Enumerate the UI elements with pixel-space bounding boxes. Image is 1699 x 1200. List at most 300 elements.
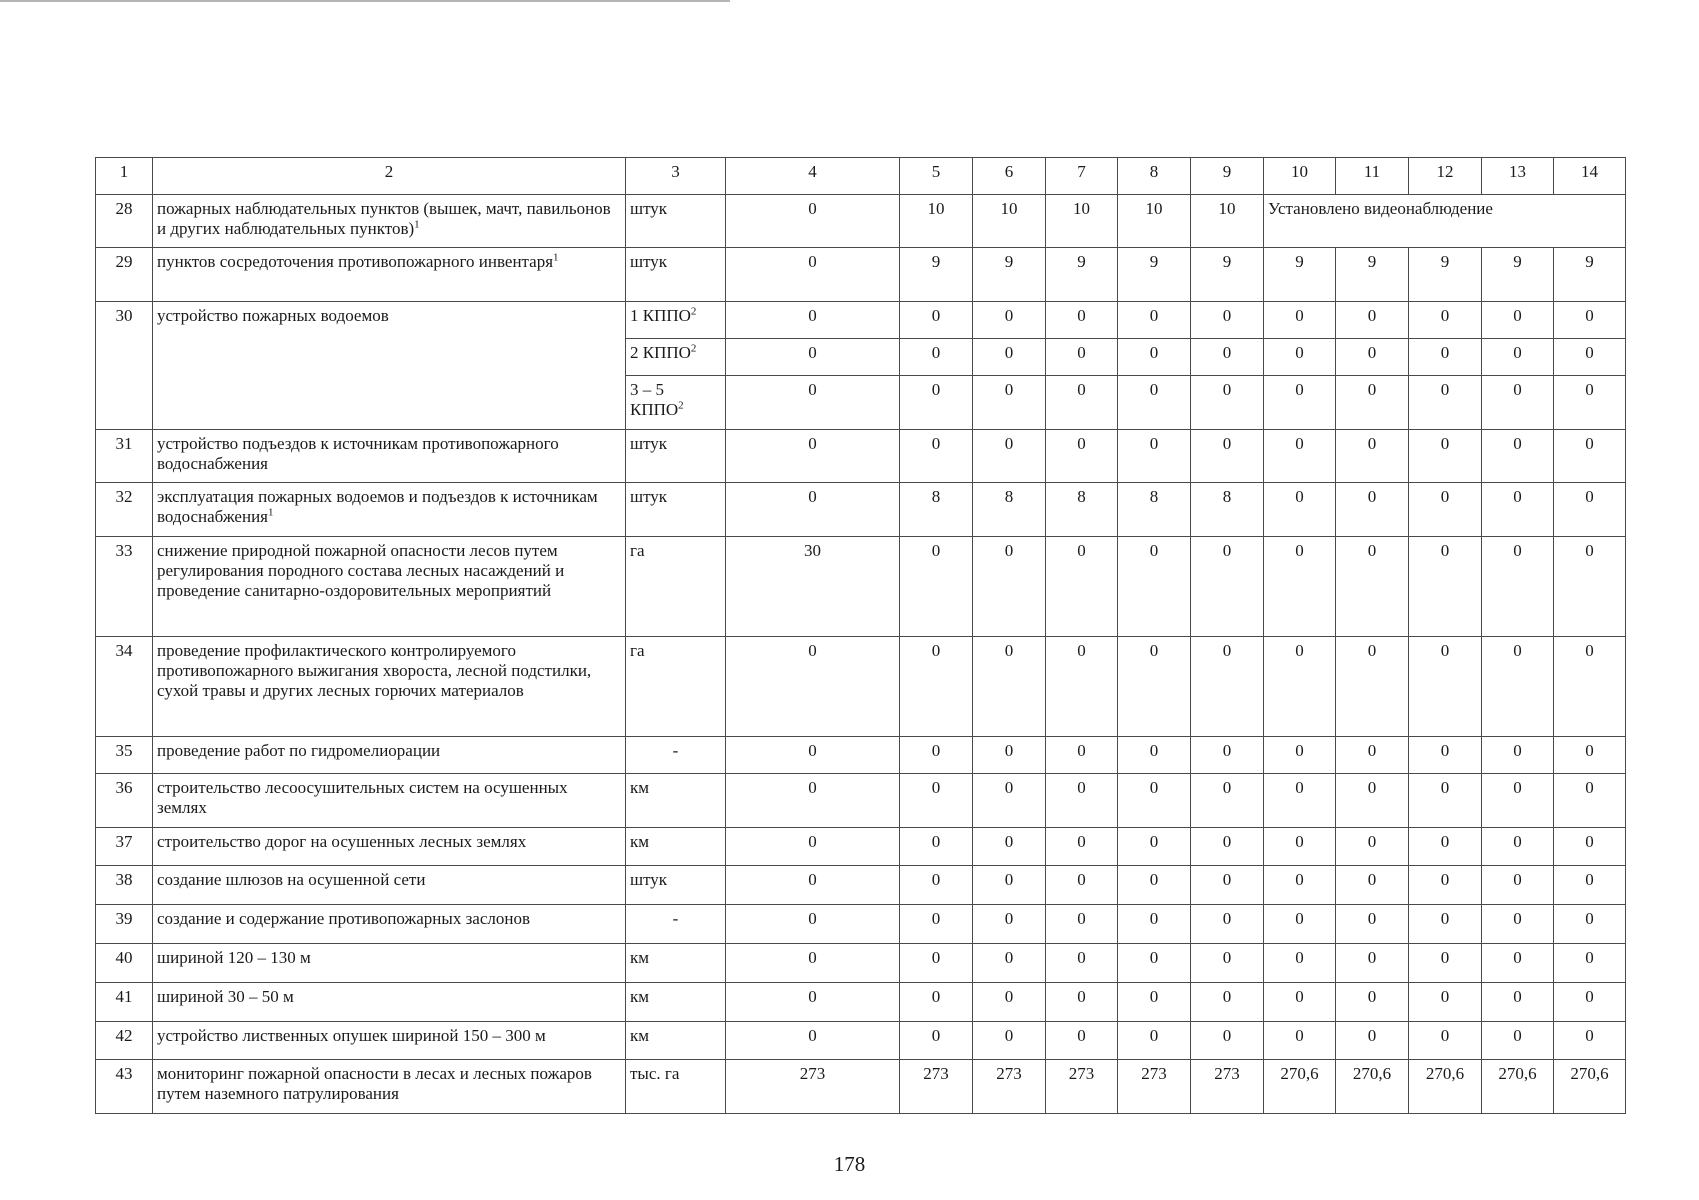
value-cell: 0	[1554, 637, 1626, 737]
value-cell: 0	[1046, 537, 1118, 637]
measure-name	[153, 774, 626, 828]
value-cell: 0	[1264, 537, 1336, 637]
row-number: 33	[96, 537, 153, 637]
row-number: 38	[96, 866, 153, 905]
measure-name-text: шириной 30 – 50 м	[157, 987, 294, 1006]
measure-name	[153, 537, 626, 637]
value-cell: 0	[1046, 302, 1118, 339]
value-cell: 0	[1336, 302, 1409, 339]
value-cell: 0	[1409, 376, 1482, 430]
value-cell: 0	[1409, 737, 1482, 774]
value-cell: 0	[1118, 637, 1191, 737]
value-cell: 0	[1336, 983, 1409, 1022]
value-cell: 0	[1191, 983, 1264, 1022]
value-cell: 0	[973, 944, 1046, 983]
value-cell: 0	[1482, 866, 1554, 905]
table-row	[96, 737, 1626, 774]
value-cell: 0	[1554, 483, 1626, 537]
measure-name-text: пожарных наблюдательных пунктов (вышек, мачт, павильонов и других наблюдательных пунктов)	[157, 199, 611, 238]
value-cell: 0	[1191, 537, 1264, 637]
value-cell: 0	[1046, 905, 1118, 944]
value-cell: 0	[1046, 1022, 1118, 1060]
value-cell: 0	[726, 944, 900, 983]
value-cell: 0	[1264, 430, 1336, 483]
measure-name	[153, 302, 626, 430]
value-cell: 0	[1264, 866, 1336, 905]
row-number: 43	[96, 1060, 153, 1114]
value-cell: 0	[1118, 1022, 1191, 1060]
measure-name	[153, 430, 626, 483]
value-cell: 0	[900, 983, 973, 1022]
table-row	[96, 828, 1626, 866]
value-cell: 0	[1264, 302, 1336, 339]
value-cell: 0	[973, 1022, 1046, 1060]
value-cell: 9	[1554, 248, 1626, 302]
measure-name	[153, 983, 626, 1022]
row-number: 32	[96, 483, 153, 537]
column-number-header: 6	[973, 158, 1046, 195]
unit-text: км	[630, 987, 650, 1006]
value-cell: 273	[1046, 1060, 1118, 1114]
unit-of-measure	[626, 983, 726, 1022]
unit-text: га	[630, 641, 645, 660]
value-cell: 0	[1191, 774, 1264, 828]
value-cell: 0	[900, 339, 973, 376]
value-cell: 0	[1336, 905, 1409, 944]
value-cell: 9	[1046, 248, 1118, 302]
value-cell: 0	[1046, 866, 1118, 905]
value-cell: 0	[973, 774, 1046, 828]
row-number: 36	[96, 774, 153, 828]
value-cell: 0	[900, 430, 973, 483]
value-cell: 0	[1482, 483, 1554, 537]
value-cell: 0	[1482, 774, 1554, 828]
value-cell: 0	[1191, 944, 1264, 983]
table-row	[96, 1060, 1626, 1114]
value-cell: 0	[726, 195, 900, 248]
value-cell: 0	[1118, 737, 1191, 774]
unit-text: км	[630, 832, 650, 851]
value-cell: 9	[1264, 248, 1336, 302]
value-cell: 0	[1264, 905, 1336, 944]
value-cell: 0	[900, 737, 973, 774]
value-cell: 0	[1409, 866, 1482, 905]
value-cell: 0	[1554, 774, 1626, 828]
value-cell: 0	[1046, 430, 1118, 483]
table-body	[96, 158, 1626, 1114]
value-cell: 0	[1046, 983, 1118, 1022]
measure-name-text: создание шлюзов на осушенной сети	[157, 870, 426, 889]
value-cell: 0	[1482, 983, 1554, 1022]
value-cell: 0	[900, 828, 973, 866]
value-cell: 9	[1409, 248, 1482, 302]
value-cell: 0	[1409, 339, 1482, 376]
value-cell: 10	[1118, 195, 1191, 248]
measure-name-text: устройство подъездов к источникам противопожарного водоснабжения	[157, 434, 559, 473]
row-number: 40	[96, 944, 153, 983]
table-row	[96, 944, 1626, 983]
row-number: 42	[96, 1022, 153, 1060]
measure-name	[153, 248, 626, 302]
value-cell: 0	[1264, 1022, 1336, 1060]
unit-text: км	[630, 778, 650, 797]
value-cell: 0	[973, 866, 1046, 905]
value-cell: 10	[973, 195, 1046, 248]
unit-text: штук	[630, 487, 668, 506]
value-cell: 0	[973, 430, 1046, 483]
value-cell: 9	[900, 248, 973, 302]
value-cell: 8	[900, 483, 973, 537]
unit-text: штук	[630, 199, 668, 218]
value-cell: 0	[1409, 828, 1482, 866]
value-cell: 0	[726, 1022, 900, 1060]
value-cell: 0	[900, 1022, 973, 1060]
value-cell: 0	[1336, 637, 1409, 737]
column-number-header: 13	[1482, 158, 1554, 195]
measure-name-text: пунктов сосредоточения противопожарного инвентаря	[157, 252, 554, 271]
value-cell: 0	[726, 828, 900, 866]
value-cell: 10	[1046, 195, 1118, 248]
measure-name-text: строительство дорог на осушенных лесных землях	[157, 832, 527, 851]
value-cell: 0	[726, 774, 900, 828]
value-cell: 0	[1264, 339, 1336, 376]
value-cell: 0	[973, 983, 1046, 1022]
measure-name	[153, 637, 626, 737]
measure-name	[153, 828, 626, 866]
value-cell: 0	[1336, 944, 1409, 983]
value-cell: 0	[1554, 376, 1626, 430]
value-cell: 0	[726, 737, 900, 774]
value-cell: 0	[1482, 637, 1554, 737]
value-cell: 0	[1191, 430, 1264, 483]
table-row	[96, 430, 1626, 483]
unit-of-measure	[626, 944, 726, 983]
unit-of-measure	[626, 1022, 726, 1060]
value-cell: 0	[1264, 737, 1336, 774]
row-number: 31	[96, 430, 153, 483]
measure-name-text: шириной 120 – 130 м	[157, 948, 311, 967]
table-row	[96, 195, 1626, 248]
value-cell: 0	[900, 537, 973, 637]
value-cell: 0	[1046, 828, 1118, 866]
value-cell: 0	[1264, 483, 1336, 537]
value-cell: 0	[1191, 339, 1264, 376]
value-cell: 0	[1118, 339, 1191, 376]
value-cell: 270,6	[1409, 1060, 1482, 1114]
unit-text: штук	[630, 252, 668, 271]
value-cell: 0	[726, 302, 900, 339]
table-row	[96, 905, 1626, 944]
value-cell: 0	[726, 983, 900, 1022]
value-cell: 0	[726, 637, 900, 737]
value-cell: 8	[973, 483, 1046, 537]
footnote-mark: 1	[414, 218, 420, 231]
value-cell: 0	[1191, 1022, 1264, 1060]
row-number: 35	[96, 737, 153, 774]
value-cell: 0	[1118, 905, 1191, 944]
unit-of-measure	[626, 376, 726, 430]
value-cell: 8	[1191, 483, 1264, 537]
table-row	[96, 774, 1626, 828]
value-cell: 0	[1554, 828, 1626, 866]
column-number-header: 10	[1264, 158, 1336, 195]
value-cell: 273	[726, 1060, 900, 1114]
table-row	[96, 537, 1626, 637]
value-cell: 0	[1191, 637, 1264, 737]
table-row	[96, 637, 1626, 737]
value-cell: 0	[1264, 774, 1336, 828]
row-number: 29	[96, 248, 153, 302]
value-cell: 10	[1191, 195, 1264, 248]
value-cell: 0	[1264, 376, 1336, 430]
value-cell: 0	[1191, 737, 1264, 774]
measure-name	[153, 944, 626, 983]
measure-name	[153, 737, 626, 774]
unit-text: 1 КППО	[630, 306, 691, 325]
value-cell: 0	[1409, 483, 1482, 537]
value-cell: 0	[900, 302, 973, 339]
value-cell: 0	[1336, 866, 1409, 905]
value-cell: 0	[1336, 537, 1409, 637]
column-number-header: 12	[1409, 158, 1482, 195]
value-cell: 0	[1482, 944, 1554, 983]
unit-of-measure	[626, 430, 726, 483]
value-cell: 0	[1482, 339, 1554, 376]
unit-of-measure	[626, 637, 726, 737]
unit-text: 3 – 5 КППО	[630, 380, 679, 419]
value-cell: 0	[1264, 983, 1336, 1022]
value-cell: 10	[900, 195, 973, 248]
value-cell: 0	[1264, 944, 1336, 983]
value-cell: 270,6	[1264, 1060, 1336, 1114]
value-cell: 0	[1482, 430, 1554, 483]
unit-text: га	[630, 541, 645, 560]
value-cell: 0	[1118, 866, 1191, 905]
value-cell: 0	[900, 866, 973, 905]
column-number-header: 5	[900, 158, 973, 195]
table-row	[96, 302, 1626, 339]
unit-of-measure	[626, 483, 726, 537]
value-cell: 0	[973, 828, 1046, 866]
value-cell: 0	[900, 905, 973, 944]
footnote-mark: 2	[678, 399, 684, 412]
value-cell: 0	[973, 905, 1046, 944]
value-cell: 0	[1554, 737, 1626, 774]
column-number-header: 14	[1554, 158, 1626, 195]
row-number: 34	[96, 637, 153, 737]
value-cell: 0	[973, 737, 1046, 774]
measure-name-text: устройство лиственных опушек шириной 150 – 300 м	[157, 1026, 546, 1045]
value-cell: 273	[900, 1060, 973, 1114]
unit-text: -	[672, 909, 679, 928]
value-cell: 0	[1191, 376, 1264, 430]
value-cell: 0	[1118, 828, 1191, 866]
measure-name	[153, 1022, 626, 1060]
value-cell: 0	[1118, 376, 1191, 430]
value-cell: 9	[973, 248, 1046, 302]
value-cell: 0	[1046, 339, 1118, 376]
row-number: 37	[96, 828, 153, 866]
value-cell: 0	[1554, 944, 1626, 983]
measure-name-text: проведение профилактического контролируемого противопожарного выжигания хвороста, лесной подстилки, сухой травы и других лесных горючих материалов	[157, 641, 592, 700]
value-cell: 0	[1118, 983, 1191, 1022]
value-cell: 0	[1336, 828, 1409, 866]
unit-text: тыс. га	[630, 1064, 680, 1083]
value-cell: 270,6	[1554, 1060, 1626, 1114]
value-cell: 8	[1118, 483, 1191, 537]
measure-name-text: устройство пожарных водоемов	[157, 306, 389, 325]
footnote-mark: 2	[690, 342, 697, 355]
column-number-header: 9	[1191, 158, 1264, 195]
value-cell: 0	[900, 944, 973, 983]
value-cell: 270,6	[1336, 1060, 1409, 1114]
footnote-mark: 1	[553, 251, 559, 264]
column-number-header: 2	[153, 158, 626, 195]
value-cell: 0	[726, 430, 900, 483]
value-cell: 0	[1191, 866, 1264, 905]
value-cell: 0	[726, 483, 900, 537]
value-cell: 0	[1046, 376, 1118, 430]
value-cell: 0	[1554, 1022, 1626, 1060]
value-cell: 0	[1118, 774, 1191, 828]
measure-name	[153, 866, 626, 905]
table-row	[96, 983, 1626, 1022]
value-cell: 0	[1336, 1022, 1409, 1060]
value-cell: 273	[1191, 1060, 1264, 1114]
value-cell: 0	[1191, 905, 1264, 944]
measure-name-text: проведение работ по гидромелиорации	[157, 741, 441, 760]
value-cell: 8	[1046, 483, 1118, 537]
value-cell: 0	[1482, 537, 1554, 637]
value-cell: 0	[973, 637, 1046, 737]
value-cell: 0	[1191, 828, 1264, 866]
value-cell: 270,6	[1482, 1060, 1554, 1114]
value-cell: 9	[1482, 248, 1554, 302]
value-cell: 0	[1046, 944, 1118, 983]
note-cell: Установлено видеонаблюдение	[1264, 195, 1626, 248]
measure-name	[153, 483, 626, 537]
row-number: 28	[96, 195, 153, 248]
value-cell: 0	[1336, 483, 1409, 537]
value-cell: 9	[1336, 248, 1409, 302]
value-cell: 0	[1554, 537, 1626, 637]
measure-name-text: мониторинг пожарной опасности в лесах и лесных пожаров путем наземного патрулирования	[157, 1064, 592, 1103]
value-cell: 0	[1482, 828, 1554, 866]
unit-of-measure	[626, 905, 726, 944]
value-cell: 0	[1264, 828, 1336, 866]
value-cell: 0	[1409, 637, 1482, 737]
row-number: 41	[96, 983, 153, 1022]
value-cell: 0	[1336, 376, 1409, 430]
value-cell: 0	[1046, 737, 1118, 774]
footnote-mark: 1	[268, 506, 274, 519]
value-cell: 0	[973, 537, 1046, 637]
table-row	[96, 1022, 1626, 1060]
column-number-header: 3	[626, 158, 726, 195]
value-cell: 0	[1554, 302, 1626, 339]
unit-text: -	[672, 741, 679, 760]
measure-name	[153, 195, 626, 248]
unit-of-measure	[626, 774, 726, 828]
measure-name-text: строительство лесоосушительных систем на осушенных землях	[157, 778, 568, 817]
row-number: 30	[96, 302, 153, 430]
unit-of-measure	[626, 248, 726, 302]
value-cell: 0	[1482, 737, 1554, 774]
table-row	[96, 483, 1626, 537]
measure-name	[153, 1060, 626, 1114]
value-cell: 0	[973, 376, 1046, 430]
value-cell: 0	[1554, 905, 1626, 944]
column-number-row	[96, 158, 1626, 195]
table-row	[96, 866, 1626, 905]
value-cell: 0	[1191, 302, 1264, 339]
unit-text: штук	[630, 870, 668, 889]
value-cell: 0	[1409, 302, 1482, 339]
value-cell: 0	[1554, 866, 1626, 905]
unit-text: км	[630, 1026, 650, 1045]
measure-name-text: эксплуатация пожарных водоемов и подъездов к источникам водоснабжения	[157, 487, 598, 526]
value-cell: 9	[1191, 248, 1264, 302]
column-number-header: 4	[726, 158, 900, 195]
value-cell: 0	[1336, 737, 1409, 774]
value-cell: 0	[1409, 944, 1482, 983]
value-cell: 0	[1482, 376, 1554, 430]
value-cell: 0	[900, 376, 973, 430]
value-cell: 0	[1336, 430, 1409, 483]
unit-of-measure	[626, 195, 726, 248]
value-cell: 0	[1336, 339, 1409, 376]
unit-of-measure	[626, 302, 726, 339]
page-number: 178	[833, 1152, 866, 1176]
value-cell: 0	[900, 637, 973, 737]
measure-name-text: создание и содержание противопожарных заслонов	[157, 909, 530, 928]
value-cell: 0	[1409, 1022, 1482, 1060]
value-cell: 0	[726, 248, 900, 302]
value-cell: 0	[1409, 905, 1482, 944]
column-number-header: 1	[96, 158, 153, 195]
unit-of-measure	[626, 537, 726, 637]
value-cell: 0	[973, 339, 1046, 376]
value-cell: 9	[1118, 248, 1191, 302]
column-number-header: 11	[1336, 158, 1409, 195]
value-cell: 0	[1264, 637, 1336, 737]
column-number-header: 8	[1118, 158, 1191, 195]
value-cell: 0	[1118, 430, 1191, 483]
value-cell: 0	[973, 302, 1046, 339]
unit-of-measure	[626, 828, 726, 866]
unit-text: штук	[630, 434, 668, 453]
unit-of-measure	[626, 866, 726, 905]
value-cell: 0	[1482, 1022, 1554, 1060]
unit-of-measure	[626, 737, 726, 774]
value-cell: 273	[1118, 1060, 1191, 1114]
value-cell: 0	[1409, 537, 1482, 637]
measure-name-text: снижение природной пожарной опасности лесов путем регулирования породного состава лесных насаждений и проведение санитарно-оздоровительных мероприятий	[157, 541, 565, 600]
value-cell: 30	[726, 537, 900, 637]
unit-text: км	[630, 948, 650, 967]
unit-of-measure	[626, 339, 726, 376]
value-cell: 0	[1118, 944, 1191, 983]
value-cell: 0	[726, 376, 900, 430]
value-cell: 0	[1554, 430, 1626, 483]
unit-of-measure	[626, 1060, 726, 1114]
unit-text: 2 КППО	[630, 343, 691, 362]
footnote-mark: 2	[690, 305, 697, 318]
top-edge-rule	[0, 0, 730, 2]
value-cell: 0	[1046, 774, 1118, 828]
value-cell: 0	[1554, 339, 1626, 376]
row-number: 39	[96, 905, 153, 944]
